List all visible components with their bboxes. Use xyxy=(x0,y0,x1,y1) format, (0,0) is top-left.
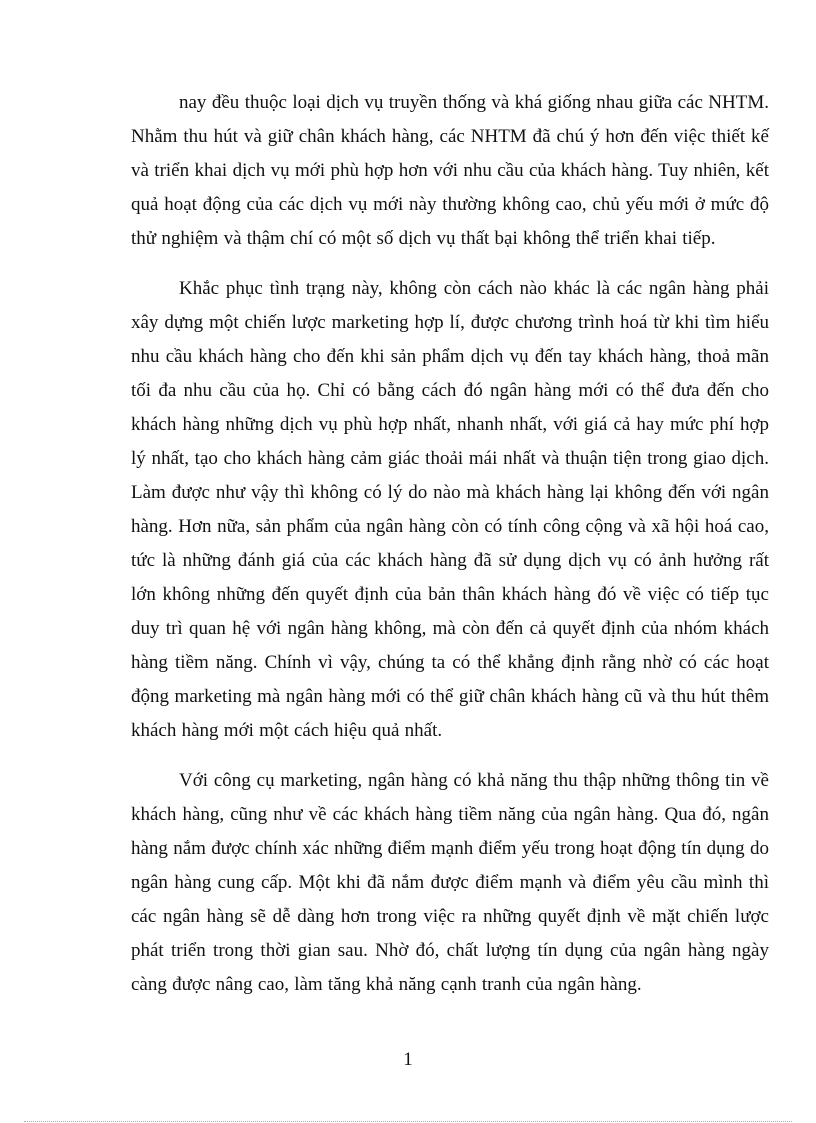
page-number: 1 xyxy=(403,1049,413,1070)
footer-divider xyxy=(24,1121,792,1122)
paragraph: Khắc phục tình trạng này, không còn cách nào khác là các ngân hàng phải xây dựng một chiến lược marketing hợp lí, được chương trình hoá từ khi tìm hiểu nhu cầu khách hàng cho đến khi sản phẩm dịch vụ đến tay khách hàng, thoả mãn tối đa nhu cầu của họ. Chỉ có bằng cách đó ngân hàng mới có thể đưa đến cho khách hàng những dịch vụ phù hợp nhất, nhanh nhất, với giá cả hay mức phí hợp lý nhất, tạo cho khách hàng cảm giác thoải mái nhất và thuận tiện trong giao dịch. Làm được như vậy thì không có lý do nào mà khách hàng lại không đến với ngân hàng. Hơn nữa, sản phẩm của ngân hàng còn có tính công cộng và xã hội hoá cao, tức là những đánh giá của các khách hàng đã sử dụng dịch vụ có ảnh hưởng rất lớn không những đến quyết định của bản thân khách hàng đó về việc có tiếp tục duy trì quan hệ với ngân hàng không, mà còn đến cả quyết định của nhóm khách hàng tiềm năng. Chính vì vậy, chúng ta có thể khẳng định rằng nhờ có các hoạt động marketing mà ngân hàng mới có thể giữ chân khách hàng cũ và thu hút thêm khách hàng mới một cách hiệu quả nhất. xyxy=(131,278,769,741)
paragraph: nay đều thuộc loại dịch vụ truyền thống và khá giống nhau giữa các NHTM. Nhằm thu hút và giữ chân khách hàng, các NHTM đã chú ý hơn đến việc thiết kế và triển khai dịch vụ mới phù hợp hơn với nhu cầu của khách hàng. Tuy nhiên, kết quả hoạt động của các dịch vụ mới này thường không cao, chủ yếu mới ở mức độ thử nghiệm và thậm chí có một số dịch vụ thất bại không thể triển khai tiếp. xyxy=(131,92,769,249)
body-text xyxy=(131,86,769,1018)
paragraph: Với công cụ marketing, ngân hàng có khả năng thu thập những thông tin về khách hàng, cũng như về các khách hàng tiềm năng của ngân hàng. Qua đó, ngân hàng nắm được chính xác những điểm mạnh điểm yếu trong hoạt động tín dụng do ngân hàng cung cấp. Một khi đã nắm được điểm mạnh và điểm yêu cầu mình thì các ngân hàng sẽ dễ dàng hơn trong việc ra những quyết định về mặt chiến lược phát triển trong thời gian sau. Nhờ đó, chất lượng tín dụng của ngân hàng ngày càng được nâng cao, làm tăng khả năng cạnh tranh của ngân hàng. xyxy=(131,770,769,995)
